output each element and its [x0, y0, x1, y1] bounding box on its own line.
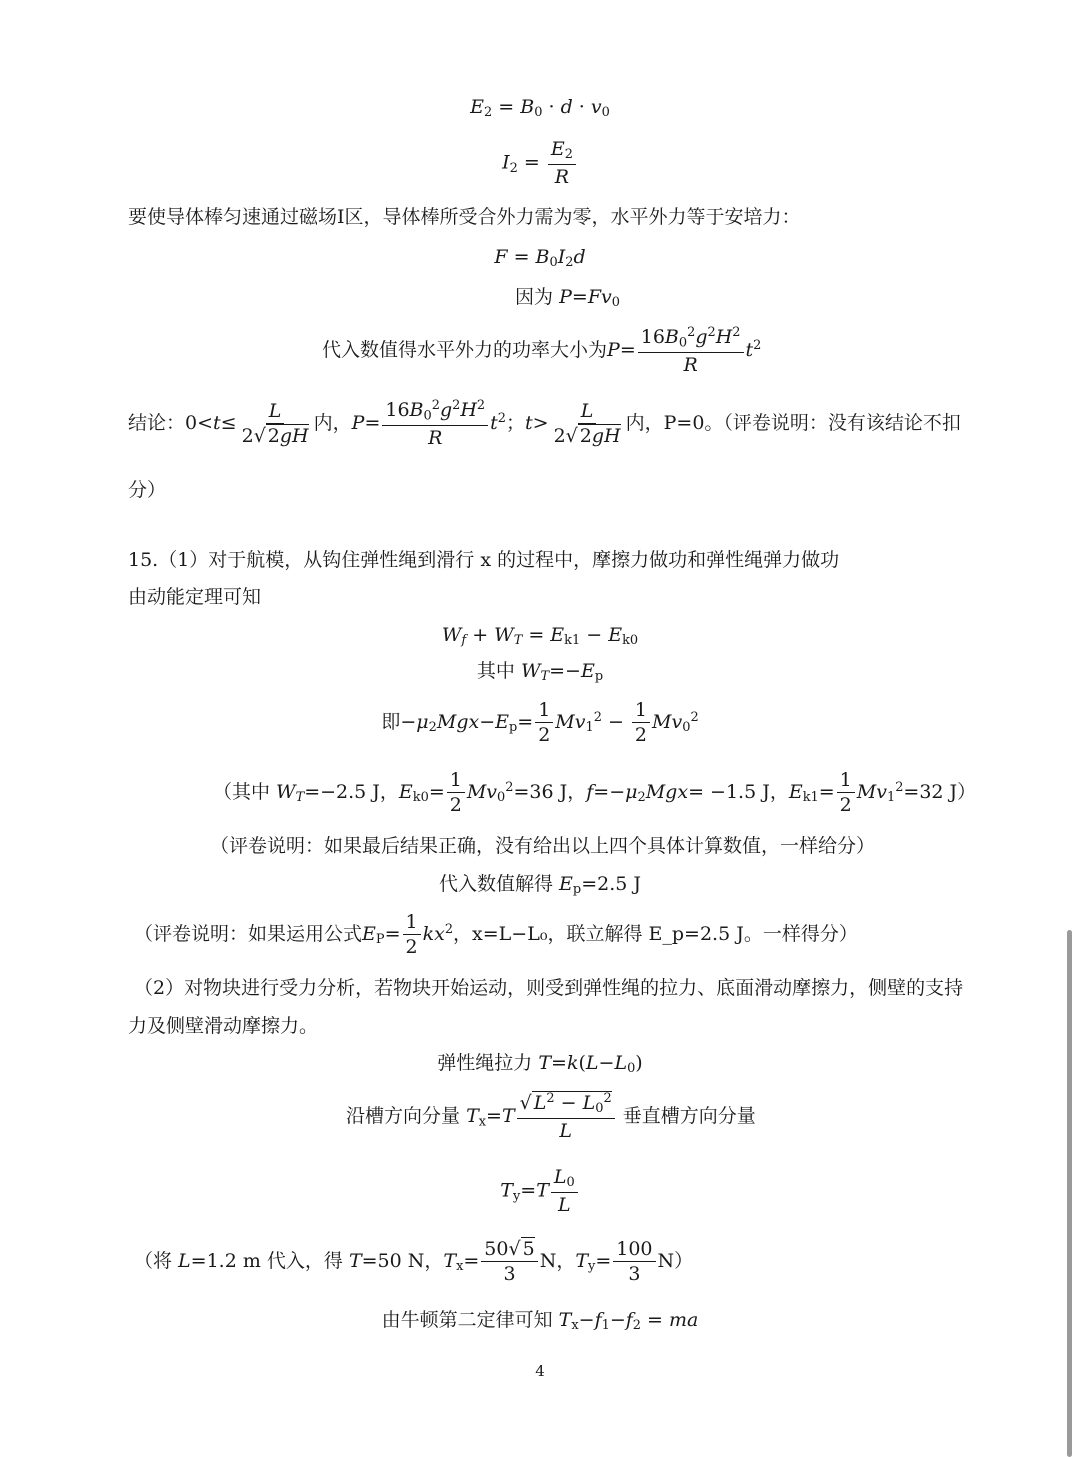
conclusion-inner: 内， [313, 412, 352, 435]
q15-part2-line2: 力及侧壁滑动摩擦力。 [128, 1015, 319, 1037]
grading-note-1: （评卷说明：如果最后结果正确，没有给出以上四个具体计算数值，一样给分） [210, 835, 876, 857]
energy-equation: 即$-\mu_2Mgx-E_p=$ $\frac{1}{2}$ $Mv_1^2$ − $\frac{1}{2}$ $Mv_0^2$ [381, 699, 699, 746]
substitute-line: （将 L=1.2 m 代入，得 T=50 N，$T_x=$ $\frac{50√ 5}{3}$ N，$T_y=$ $\frac{100}{3}$ N） [134, 1238, 694, 1285]
tx-prefix: 沿槽方向分量 [346, 1105, 461, 1128]
ie-prefix: 即 [381, 711, 401, 733]
ty-equation: $T_y=T$ $\frac{L_0}{L}$ [0, 1168, 1080, 1215]
conclusion-note: 内，P=0。（评卷说明：没有该结论不扣 [625, 412, 961, 435]
grading-note-2-suffix: ，x=L−L₀，联立解得 E_p=2.5 J。一样得分） [453, 923, 858, 945]
scrollbar[interactable] [1067, 930, 1072, 1457]
newton-equation: 由牛顿第二定律可知 $T_x-f_1-f_2$ = ma [381, 1309, 699, 1334]
ep-result: 代入数值解得 $E_p=2.5$ J [439, 873, 641, 898]
where-text: 其中 $W_T=-E_p$ [476, 660, 604, 685]
grading-note-2: （评卷说明：如果运用公式$E_P=$ $\frac{1}{2}$ $kx^2$，x=L−L₀，联立解得 E_p=2.5 J。一样得分） [134, 911, 858, 958]
power-expression: 代入数值得水平外力的功率大小为P= $\frac{16B_0^2g^2H^2}{R}$ $t^2$ [322, 325, 762, 377]
e2-equation: $E_2 = B_0 \cdot d \cdot v_0$ [470, 96, 610, 121]
i2-equation: $I_2$ = $\frac{E_2}{R}$ [0, 140, 1080, 187]
grading-note-2-prefix: （评卷说明：如果运用公式 [134, 923, 363, 945]
values-line: （其中 $W_T=-2.5$ J，$E_{k0}=$ $\frac{1}{2}$ $Mv_0^2=36$ J，$f=-\mu_2Mgx= -1.5$ J，$E_{k1}=$ $\frac{1}{2}$ $Mv_1^2=32$ J） [213, 769, 977, 816]
because-text: 因为 $P=Fv_0$ [515, 286, 620, 311]
q15-part2-line1: （2）对物块进行受力分析，若物块开始运动，则受到弹性绳的拉力、底面滑动摩擦力，侧壁的支持 [134, 977, 964, 999]
power-text: 代入数值得水平外力的功率大小为 [322, 339, 608, 362]
q15-part1-line1: 15.（1）对于航模，从钩住弹性绳到滑行 x 的过程中，摩擦力做功和弹性绳弹力做功 [128, 549, 840, 571]
conclusion-line: 结论：0<t≤ $\frac{L}{2√ 2gH}$ 内，P= $\frac{16B_0^2g^2H^2}{R}$ $t^2$；t> $\frac{L}{2√ 2gH}$ 内，P=0。（评卷说明：没有该结论不扣 [128, 398, 961, 450]
ty-suffix: 垂直槽方向分量 [622, 1105, 756, 1128]
conclusion-label: 结论： [128, 412, 186, 435]
condition-text: 要使导体棒匀速通过磁场I区，导体棒所受合外力需为零，水平外力等于安培力： [128, 206, 801, 228]
conclusion-end: 分） [128, 479, 167, 501]
f-equation: $F = B_0I_2d$ [494, 246, 586, 271]
q15-part1-line2: 由动能定理可知 [128, 586, 262, 608]
tx-equation: 沿槽方向分量 $T_x=T$ $\frac{√ L^2 - L_0^2}{L}$ 垂直槽方向分量 [346, 1091, 756, 1143]
tension-equation: 弹性绳拉力 $T=k(L-L_0)$ [437, 1052, 643, 1077]
work-equation: $W_f + W_T = E_{k1} - E_{k0}$ [441, 624, 639, 649]
page-number: 4 [535, 1362, 545, 1380]
values-close: =32 J） [903, 781, 977, 803]
